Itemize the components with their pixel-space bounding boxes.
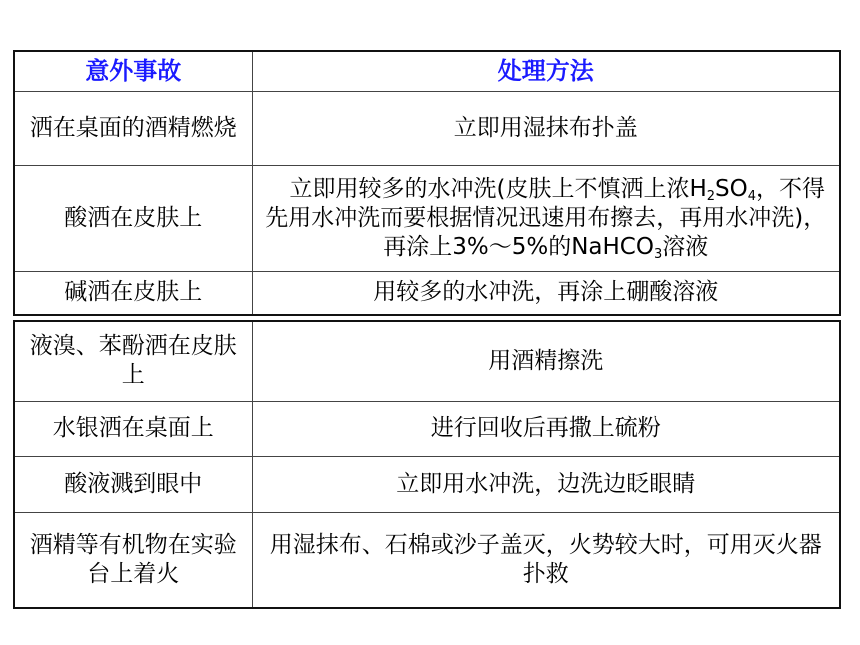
accident-cell: 水银洒在桌面上 bbox=[14, 401, 252, 456]
accident-table-part1 bbox=[13, 50, 841, 316]
method-cell: 用酒精擦洗 bbox=[252, 321, 840, 401]
header-method: 处理方法 bbox=[252, 51, 840, 91]
table-row bbox=[14, 401, 840, 456]
method-cell bbox=[252, 165, 840, 271]
method-cell: 用湿抹布、石棉或沙子盖灭，火势较大时，可用灭火器扑救 bbox=[252, 512, 840, 608]
method-cell: 立即用湿抹布扑盖 bbox=[252, 91, 840, 165]
table-row bbox=[14, 321, 840, 401]
method-text: 溶液 bbox=[662, 233, 709, 260]
accident-cell: 碱洒在皮肤上 bbox=[14, 271, 252, 315]
accident-cell: 液溴、苯酚洒在皮肤上 bbox=[14, 321, 252, 401]
table-row bbox=[14, 165, 840, 271]
subscript: 4 bbox=[747, 188, 757, 204]
method-cell: 进行回收后再撒上硫粉 bbox=[252, 401, 840, 456]
table-row bbox=[14, 456, 840, 512]
accident-cell: 酸液溅到眼中 bbox=[14, 456, 252, 512]
accident-table-part2 bbox=[13, 320, 841, 609]
subscript: 2 bbox=[706, 188, 716, 204]
table-row bbox=[14, 271, 840, 315]
accident-cell: 洒在桌面的酒精燃烧 bbox=[14, 91, 252, 165]
method-text: ，不得先用水冲洗而要根据情况迅速用布擦去，再用水冲洗)，再涂上3%～5%的NaHCO bbox=[265, 175, 827, 260]
method-cell: 立即用水冲洗，边洗边眨眼睛 bbox=[252, 456, 840, 512]
subscript: 3 bbox=[653, 246, 663, 262]
header-accident: 意外事故 bbox=[14, 51, 252, 91]
table-header-row bbox=[14, 51, 840, 91]
accident-cell: 酸洒在皮肤上 bbox=[14, 165, 252, 271]
method-text: 立即用较多的水冲洗(皮肤上不慎洒上浓H bbox=[289, 175, 707, 202]
method-text: SO bbox=[715, 175, 748, 202]
table-row bbox=[14, 91, 840, 165]
table-row bbox=[14, 512, 840, 608]
method-cell: 用较多的水冲洗，再涂上硼酸溶液 bbox=[252, 271, 840, 315]
accident-cell: 酒精等有机物在实验台上着火 bbox=[14, 512, 252, 608]
